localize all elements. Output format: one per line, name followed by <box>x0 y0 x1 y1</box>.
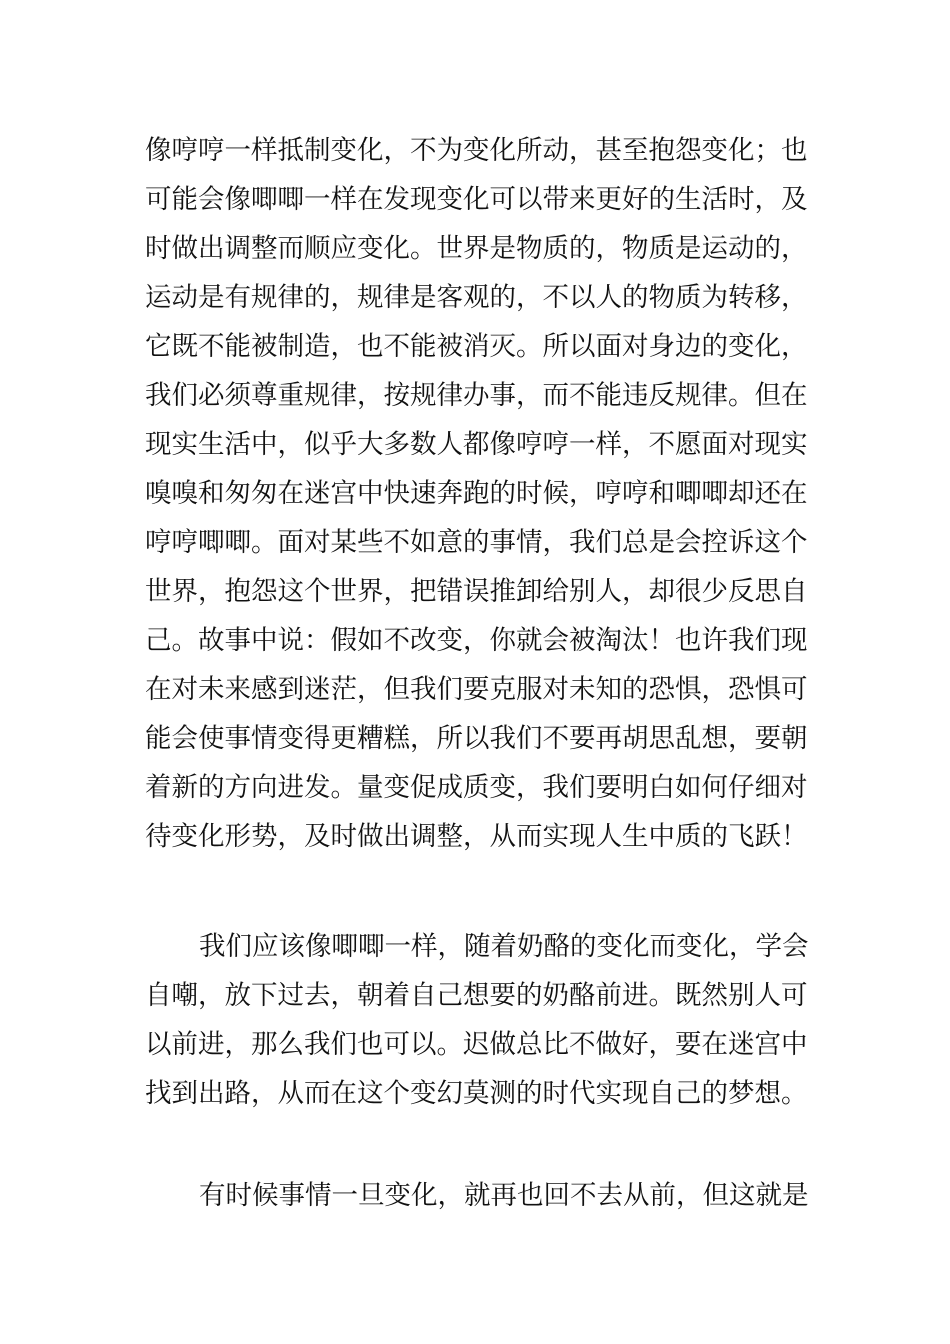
paragraph-line: 着新的方向进发。量变促成质变，我们要明白如何仔细对 <box>145 772 808 803</box>
paragraph-line: 运动是有规律的，规律是客观的，不以人的物质为转移， <box>145 282 808 313</box>
paragraph-2 <box>145 922 810 1118</box>
paragraph-line: 待变化形势，及时做出调整，从而实现人生中质的飞跃！ <box>145 821 808 852</box>
paragraph-line: 世界，抱怨这个世界，把错误推卸给别人，却很少反思自 <box>145 576 808 607</box>
paragraph-line: 以前进，那么我们也可以。迟做总比不做好，要在迷宫中 <box>145 1029 808 1060</box>
paragraph-line: 在对未来感到迷茫，但我们要克服对未知的恐惧，恐惧可 <box>145 674 808 705</box>
paragraph-line: 己。故事中说：假如不改变，你就会被淘汰！也许我们现 <box>145 625 808 656</box>
paragraph-line: 自嘲，放下过去，朝着自己想要的奶酪前进。既然别人可 <box>145 980 808 1011</box>
paragraph-line: 有时候事情一旦变化，就再也回不去从前，但这就是 <box>199 1180 809 1211</box>
paragraph-1 <box>145 126 810 861</box>
paragraph-line: 嗅嗅和匆匆在迷宫中快速奔跑的时候，哼哼和唧唧却还在 <box>145 478 808 509</box>
paragraph-line: 现实生活中，似乎大多数人都像哼哼一样，不愿面对现实 <box>145 429 808 460</box>
paragraph-line: 可能会像唧唧一样在发现变化可以带来更好的生活时，及 <box>145 184 808 215</box>
paragraph-line: 找到出路，从而在这个变幻莫测的时代实现自己的梦想。 <box>145 1078 808 1109</box>
paragraph-3 <box>145 1171 810 1220</box>
paragraph-line: 时做出调整而顺应变化。世界是物质的，物质是运动的， <box>145 233 808 264</box>
paragraph-line: 能会使事情变得更糟糕，所以我们不要再胡思乱想，要朝 <box>145 723 808 754</box>
paragraph-line: 像哼哼一样抵制变化，不为变化所动，甚至抱怨变化；也 <box>145 135 808 166</box>
paragraph-line: 我们必须尊重规律，按规律办事，而不能违反规律。但在 <box>145 380 808 411</box>
paragraph-line: 它既不能被制造，也不能被消灭。所以面对身边的变化， <box>145 331 808 362</box>
paragraph-line: 哼哼唧唧。面对某些不如意的事情，我们总是会控诉这个 <box>145 527 808 558</box>
paragraph-line: 我们应该像唧唧一样，随着奶酪的变化而变化，学会 <box>199 931 809 962</box>
